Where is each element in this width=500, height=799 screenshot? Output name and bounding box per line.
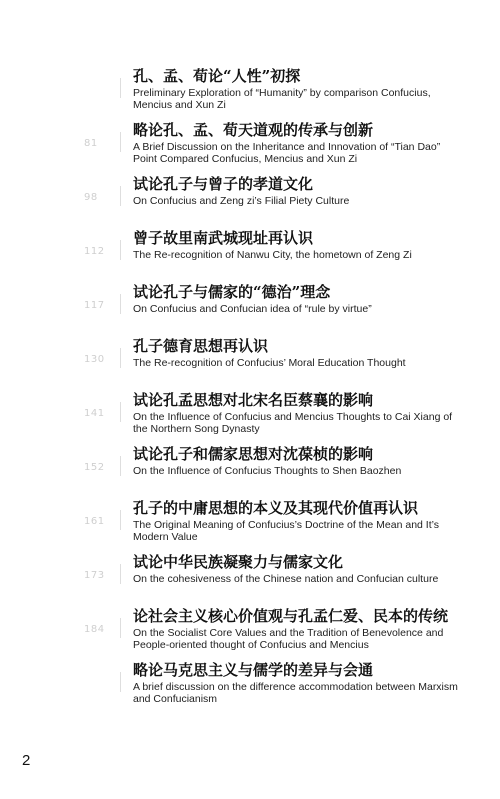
entry-title-zh: 论社会主义核心价值观与孔孟仁爱、民本的传统 [133, 607, 449, 625]
page-number: 184 [84, 624, 105, 635]
entry-title-en: On the Influence of Confucius Thoughts to Shen Baozhen [133, 465, 402, 477]
entry-title-zh: 试论孔孟思想对北宋名臣蔡襄的影响 [133, 391, 374, 409]
toc-entry[interactable] [0, 390, 500, 444]
toc-entry[interactable] [0, 336, 500, 390]
entry-title-zh: 试论孔子和儒家思想对沈葆桢的影响 [133, 445, 374, 463]
entry-title-en: On Confucius and Zeng zi’s Filial Piety Culture [133, 195, 350, 207]
separator [120, 78, 121, 98]
entry-title-zh: 试论孔子与儒家的“德治”理念 [133, 283, 331, 301]
entry-title-en: A brief discussion on the difference accommodation between Marxism and Confucianism [133, 681, 458, 705]
page-number: 117 [84, 300, 105, 311]
page-number: 161 [84, 516, 105, 527]
entry-title-en: The Re-recognition of Nanwu City, the hometown of Zeng Zi [133, 249, 412, 261]
entry-title-en: On the cohesiveness of the Chinese nation and Confucian culture [133, 573, 439, 585]
entry-title-zh: 略论马克思主义与儒学的差异与会通 [133, 661, 374, 679]
toc-entry[interactable] [0, 552, 500, 606]
separator [120, 402, 121, 422]
page-number: 81 [84, 138, 98, 149]
entry-title-en: On Confucius and Confucian idea of “rule by virtue” [133, 303, 372, 315]
entry-title-en: On the Socialist Core Values and the Tradition of Benevolence and People-oriented thought of Confucius and Mencius [133, 627, 444, 651]
toc-entry[interactable] [0, 228, 500, 282]
separator [120, 294, 121, 314]
separator [120, 564, 121, 584]
toc-entry[interactable] [0, 444, 500, 498]
separator [120, 240, 121, 260]
entry-title-en: The Re-recognition of Confucius’ Moral Education Thought [133, 357, 406, 369]
page-number: 141 [84, 408, 105, 419]
entry-title-zh: 略论孔、孟、荀天道观的传承与创新 [133, 121, 374, 139]
separator [120, 132, 121, 152]
page-number: 98 [84, 192, 98, 203]
entry-title-en: The Original Meaning of Confucius’s Doctrine of the Mean and It’s Modern Value [133, 519, 440, 543]
page-folio: 2 [22, 752, 31, 769]
page-number: 130 [84, 354, 105, 365]
toc-entry[interactable] [0, 606, 500, 660]
toc-entry[interactable] [0, 282, 500, 336]
entry-title-zh: 孔子的中庸思想的本义及其现代价值再认识 [133, 499, 419, 517]
toc-entry[interactable] [0, 66, 500, 120]
separator [120, 348, 121, 368]
entry-title-zh: 孔、孟、荀论“人性”初探 [133, 67, 301, 85]
toc-entry[interactable] [0, 498, 500, 552]
page-number: 173 [84, 570, 105, 581]
table-of-contents [0, 66, 500, 714]
entry-title-en: A Brief Discussion on the Inheritance and Innovation of “Tian Dao” Point Compared Confucius, Mencius and Xun Zi [133, 141, 441, 165]
page-number: 112 [84, 246, 105, 257]
separator [120, 618, 121, 638]
separator [120, 456, 121, 476]
separator [120, 672, 121, 692]
entry-title-en: Preliminary Exploration of “Humanity” by comparison Confucius, Mencius and Xun Zi [133, 87, 431, 111]
entry-title-zh: 曾子故里南武城现址再认识 [133, 229, 314, 247]
entry-title-zh: 试论中华民族凝聚力与儒家文化 [133, 553, 344, 571]
entry-title-zh: 孔子德育思想再认识 [133, 337, 269, 355]
separator [120, 186, 121, 206]
toc-entry[interactable] [0, 120, 500, 174]
toc-entry[interactable] [0, 174, 500, 228]
toc-entry[interactable] [0, 660, 500, 714]
page-number: 152 [84, 462, 105, 473]
entry-title-zh: 试论孔子与曾子的孝道文化 [133, 175, 314, 193]
separator [120, 510, 121, 530]
entry-title-en: On the Influence of Confucius and Mencius Thoughts to Cai Xiang of the Northern Song Dynasty [133, 411, 453, 435]
